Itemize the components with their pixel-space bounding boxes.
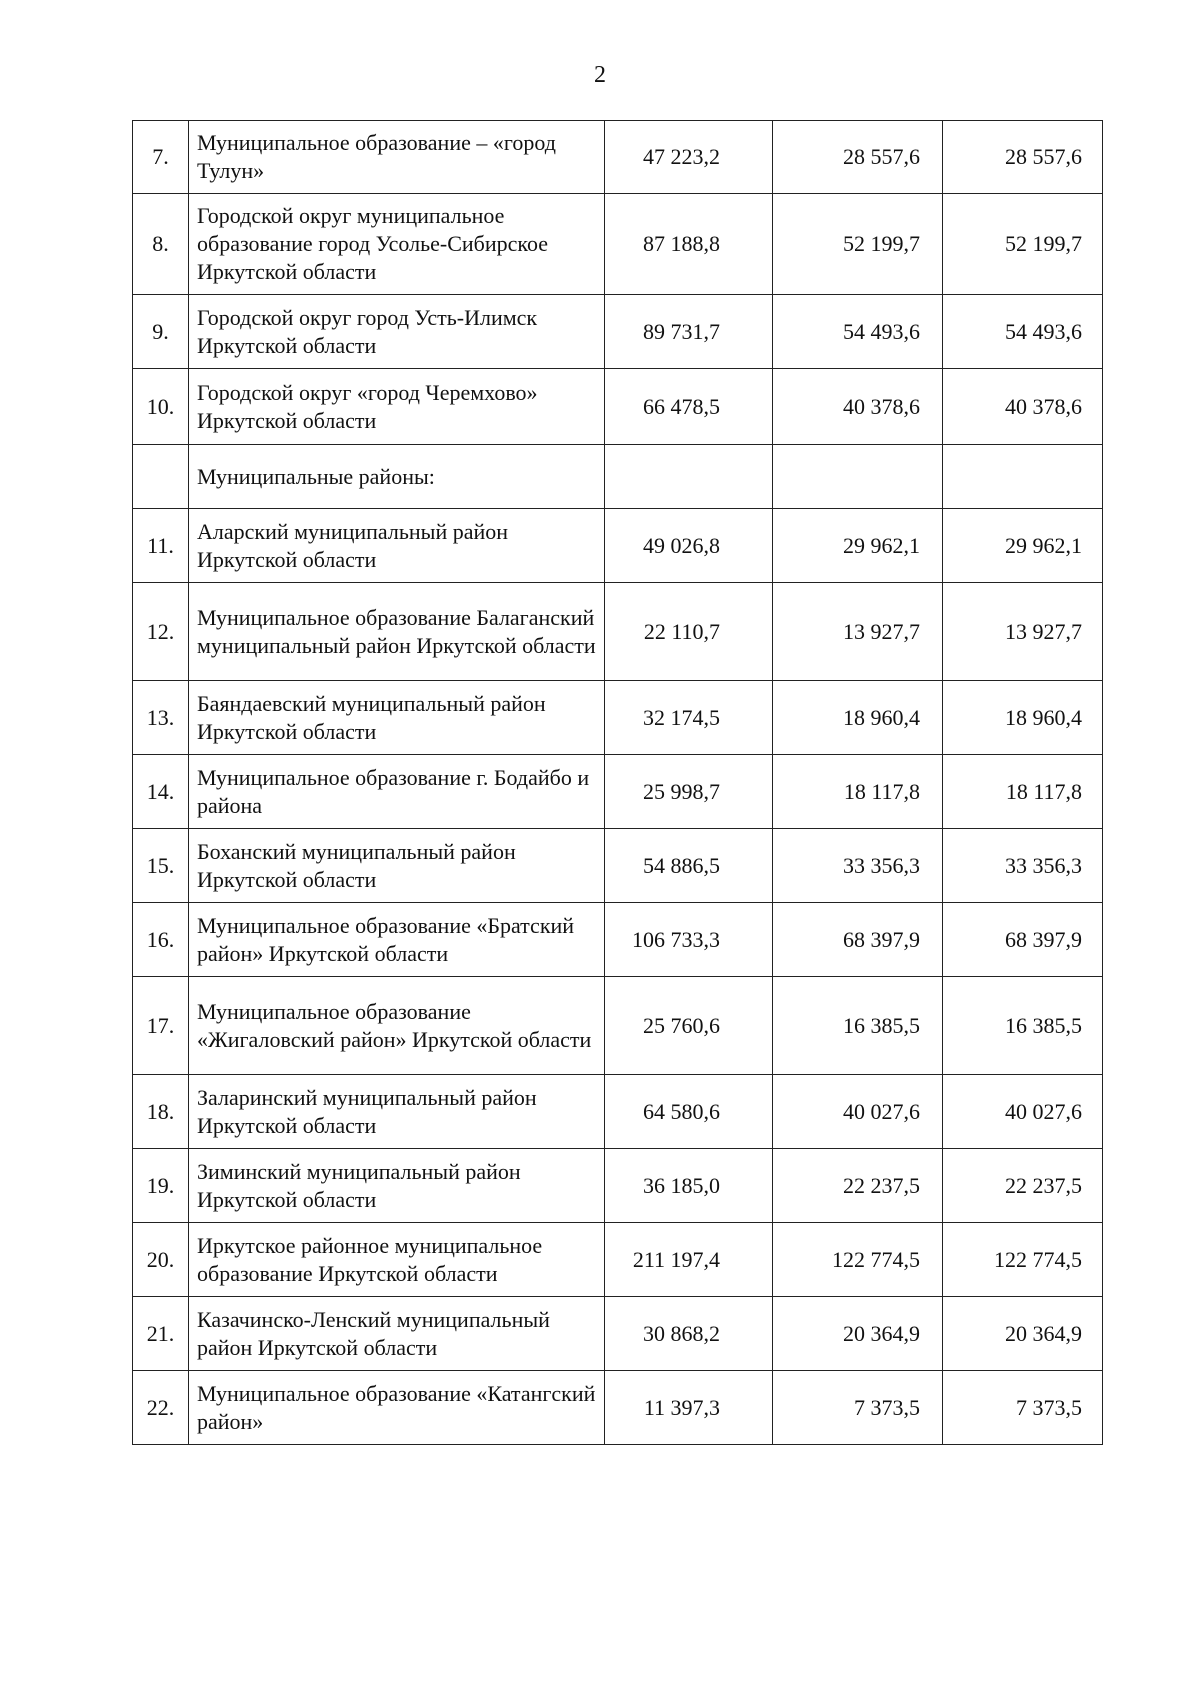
- value-col-1: 49 026,8: [605, 509, 773, 583]
- value-col-2: 28 557,6: [773, 121, 943, 194]
- table-row: [133, 194, 1103, 295]
- municipality-name: Баяндаевский муниципальный район Иркутской области: [189, 681, 605, 755]
- value-col-2: 29 962,1: [773, 509, 943, 583]
- value-col-1: 30 868,2: [605, 1297, 773, 1371]
- municipality-name: Городской округ «город Черемхово» Иркутской области: [189, 369, 605, 445]
- municipality-name: Муниципальное образование «Жигаловский район» Иркутской области: [189, 977, 605, 1075]
- value-col-3: 52 199,7: [943, 194, 1103, 295]
- value-col-3: 68 397,9: [943, 903, 1103, 977]
- municipality-name: Муниципальное образование – «город Тулун»: [189, 121, 605, 194]
- row-number: 21.: [133, 1297, 189, 1371]
- value-col-3: [943, 445, 1103, 509]
- value-col-2: [773, 445, 943, 509]
- municipality-name: Городской округ муниципальное образование город Усолье-Сибирское Иркутской области: [189, 194, 605, 295]
- municipality-name: Казачинско-Ленский муниципальный район Иркутской области: [189, 1297, 605, 1371]
- value-col-3: 7 373,5: [943, 1371, 1103, 1445]
- row-number: 17.: [133, 977, 189, 1075]
- row-number: 7.: [133, 121, 189, 194]
- municipality-name: Муниципальное образование Балаганский муниципальный район Иркутской области: [189, 583, 605, 681]
- row-number: 19.: [133, 1149, 189, 1223]
- value-col-2: 40 027,6: [773, 1075, 943, 1149]
- municipality-name: Муниципальное образование «Катангский район»: [189, 1371, 605, 1445]
- municipality-name: Муниципальное образование г. Бодайбо и района: [189, 755, 605, 829]
- table-row: [133, 755, 1103, 829]
- municipality-name: Зиминский муниципальный район Иркутской области: [189, 1149, 605, 1223]
- value-col-2: 22 237,5: [773, 1149, 943, 1223]
- row-number: 16.: [133, 903, 189, 977]
- table-row: [133, 1075, 1103, 1149]
- value-col-2: 18 117,8: [773, 755, 943, 829]
- page-number: 2: [594, 62, 606, 88]
- row-number: [133, 445, 189, 509]
- value-col-1: 32 174,5: [605, 681, 773, 755]
- budget-table: [132, 120, 1103, 1445]
- row-number: 11.: [133, 509, 189, 583]
- row-number: 13.: [133, 681, 189, 755]
- value-col-3: 22 237,5: [943, 1149, 1103, 1223]
- row-number: 14.: [133, 755, 189, 829]
- value-col-2: 52 199,7: [773, 194, 943, 295]
- municipality-name: Иркутское районное муниципальное образование Иркутской области: [189, 1223, 605, 1297]
- table-row: [133, 583, 1103, 681]
- value-col-1: 66 478,5: [605, 369, 773, 445]
- row-number: 10.: [133, 369, 189, 445]
- municipality-name: Муниципальное образование «Братский район» Иркутской области: [189, 903, 605, 977]
- value-col-1: 64 580,6: [605, 1075, 773, 1149]
- table-row: [133, 903, 1103, 977]
- row-number: 22.: [133, 1371, 189, 1445]
- value-col-2: 68 397,9: [773, 903, 943, 977]
- table-row: [133, 1297, 1103, 1371]
- value-col-2: 40 378,6: [773, 369, 943, 445]
- row-number: 8.: [133, 194, 189, 295]
- value-col-3: 13 927,7: [943, 583, 1103, 681]
- municipality-name: Заларинский муниципальный район Иркутской области: [189, 1075, 605, 1149]
- row-number: 15.: [133, 829, 189, 903]
- municipality-name: Аларский муниципальный район Иркутской области: [189, 509, 605, 583]
- table-row: [133, 295, 1103, 369]
- value-col-1: 22 110,7: [605, 583, 773, 681]
- value-col-1: 89 731,7: [605, 295, 773, 369]
- table-row: [133, 1371, 1103, 1445]
- value-col-3: 18 117,8: [943, 755, 1103, 829]
- value-col-1: 54 886,5: [605, 829, 773, 903]
- value-col-3: 40 027,6: [943, 1075, 1103, 1149]
- value-col-2: 18 960,4: [773, 681, 943, 755]
- row-number: 12.: [133, 583, 189, 681]
- value-col-3: 29 962,1: [943, 509, 1103, 583]
- table-row: [133, 1149, 1103, 1223]
- value-col-3: 16 385,5: [943, 977, 1103, 1075]
- value-col-1: 211 197,4: [605, 1223, 773, 1297]
- value-col-3: 20 364,9: [943, 1297, 1103, 1371]
- table-row: [133, 121, 1103, 194]
- value-col-3: 40 378,6: [943, 369, 1103, 445]
- value-col-1: 106 733,3: [605, 903, 773, 977]
- value-col-2: 54 493,6: [773, 295, 943, 369]
- value-col-3: 28 557,6: [943, 121, 1103, 194]
- value-col-2: 122 774,5: [773, 1223, 943, 1297]
- value-col-2: 33 356,3: [773, 829, 943, 903]
- table-row: [133, 509, 1103, 583]
- value-col-3: 18 960,4: [943, 681, 1103, 755]
- value-col-2: 13 927,7: [773, 583, 943, 681]
- value-col-3: 54 493,6: [943, 295, 1103, 369]
- section-title: Муниципальные районы:: [189, 445, 605, 509]
- table-row: [133, 829, 1103, 903]
- value-col-1: 25 998,7: [605, 755, 773, 829]
- table-row: [133, 681, 1103, 755]
- value-col-1: 47 223,2: [605, 121, 773, 194]
- value-col-2: 16 385,5: [773, 977, 943, 1075]
- value-col-1: [605, 445, 773, 509]
- value-col-1: 11 397,3: [605, 1371, 773, 1445]
- value-col-3: 33 356,3: [943, 829, 1103, 903]
- value-col-2: 20 364,9: [773, 1297, 943, 1371]
- table-row: [133, 369, 1103, 445]
- table-body: [133, 121, 1103, 1445]
- table-row: [133, 1223, 1103, 1297]
- value-col-1: 36 185,0: [605, 1149, 773, 1223]
- municipality-name: Боханский муниципальный район Иркутской области: [189, 829, 605, 903]
- value-col-3: 122 774,5: [943, 1223, 1103, 1297]
- row-number: 9.: [133, 295, 189, 369]
- value-col-2: 7 373,5: [773, 1371, 943, 1445]
- row-number: 20.: [133, 1223, 189, 1297]
- table-row: [133, 977, 1103, 1075]
- municipality-name: Городской округ город Усть-Илимск Иркутской области: [189, 295, 605, 369]
- value-col-1: 25 760,6: [605, 977, 773, 1075]
- row-number: 18.: [133, 1075, 189, 1149]
- section-header-row: [133, 445, 1103, 509]
- value-col-1: 87 188,8: [605, 194, 773, 295]
